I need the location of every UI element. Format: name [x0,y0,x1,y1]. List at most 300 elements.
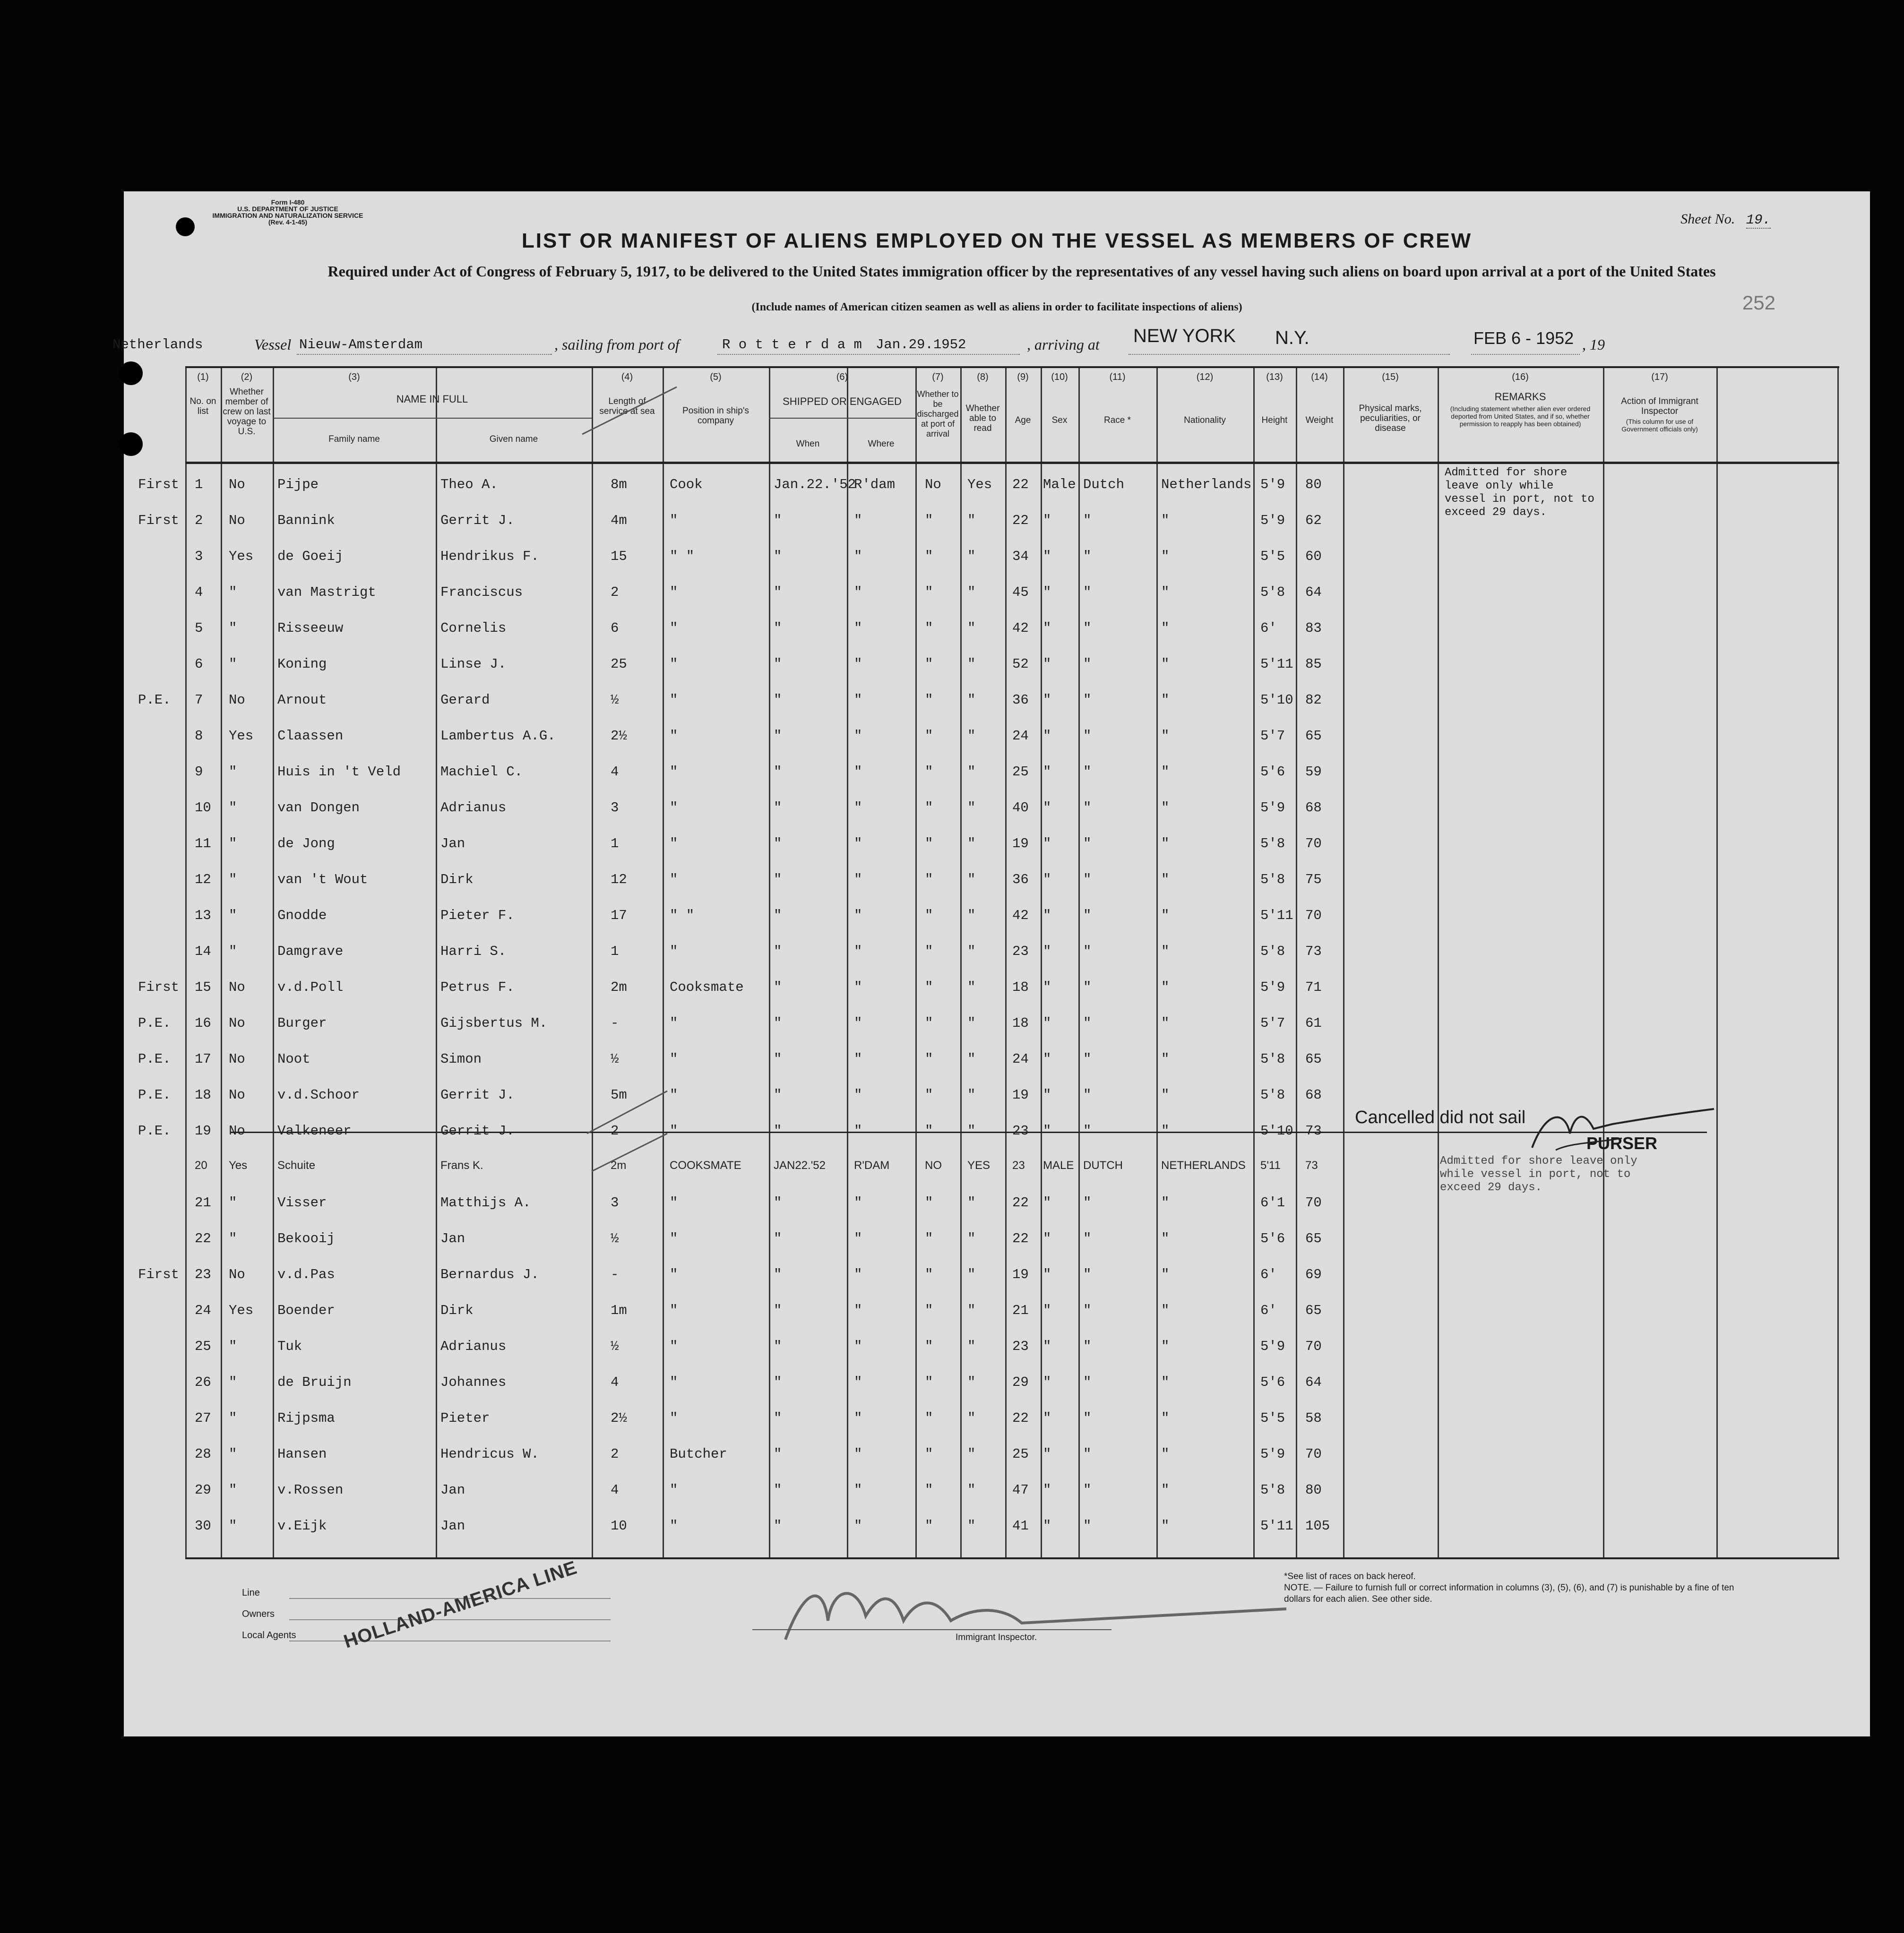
row-nationality: " [1161,1195,1170,1211]
row-when: " [774,979,782,995]
row-weight: 85 [1305,656,1322,672]
row-race: " [1083,979,1092,995]
row-race: " [1083,1410,1092,1426]
row-race: " [1083,549,1092,564]
header-rule [185,462,1839,464]
row-discharged: " [925,620,933,636]
row-family-name: Pijpe [277,477,319,492]
row-previous-voyage: Yes [229,549,254,564]
row-age: 22 [1012,1195,1029,1211]
voyage-line [112,326,1861,360]
row-race: " [1083,1195,1092,1211]
row-able-to-read: " [967,872,976,887]
row-age: 23 [1012,1123,1029,1139]
row-position: " [670,1303,678,1318]
row-when: " [774,656,782,672]
row-age: 18 [1012,1015,1029,1031]
row-nationality: Netherlands [1161,477,1252,492]
row-when: JAN22.'52 [774,1159,826,1172]
table-row [185,1401,1839,1436]
row-sex: " [1043,1231,1051,1246]
row-when: " [774,513,782,528]
row-nationality: " [1161,1518,1170,1534]
table-row [138,1257,1839,1293]
row-sex: " [1043,1482,1051,1498]
row-position: " [670,1518,678,1534]
row-race: " [1083,1375,1092,1390]
row-able-to-read: " [967,836,976,851]
row-age: 19 [1012,1267,1029,1282]
row-where: " [854,764,862,780]
row-position: " [670,1051,678,1067]
row-given-name: Johannes [440,1375,507,1390]
row-given-name: Adrianus [440,1339,507,1354]
row-weight: 65 [1305,1051,1322,1067]
row-discharged: " [925,872,933,887]
row-family-name: v.d.Pas [277,1267,335,1282]
row-given-name: Frans K. [440,1159,483,1172]
header-name-in-full: NAME IN FULL [396,393,468,405]
header-previous-voyage: Whether member of crew on last voyage to U.S. [223,387,271,437]
row-where: " [854,1195,862,1211]
row-number: 9 [195,764,203,780]
header-family-name: Family name [328,434,380,444]
row-previous-voyage: " [229,800,237,816]
table-row [138,1006,1839,1041]
row-number: 13 [195,908,211,923]
row-sex: " [1043,1123,1051,1139]
table-row [185,934,1839,970]
row-previous-voyage: No [229,477,245,492]
row-previous-voyage: " [229,764,237,780]
row-discharged: " [925,1410,933,1426]
table-row [185,790,1839,826]
row-height: 5'9 [1260,800,1285,816]
row-where: " [854,800,862,816]
row-length-of-service: ½ [611,692,619,708]
row-previous-voyage: " [229,1446,237,1462]
row-family-name: Arnout [277,692,327,708]
header-race: Race * [1103,415,1131,425]
row-race: " [1083,1087,1092,1103]
table-row [185,862,1839,898]
row-previous-voyage: No [229,1015,245,1031]
row-family-name: Claassen [277,728,344,744]
row-when: " [774,1267,782,1282]
arrival-state: N.Y. [1275,327,1310,348]
row-previous-voyage: No [229,979,245,995]
page-subnote: (Include names of American citizen seamen as well as aliens in order to facilitate inspections of aliens) [751,301,1242,313]
crew-manifest-table [138,366,1839,1559]
row-family-name: Valkeneer [277,1123,352,1139]
col-number: (12) [1196,372,1214,382]
row-position: " [670,1015,678,1031]
remark-purser: PURSER [1586,1134,1658,1153]
row-height: 5'8 [1260,836,1285,851]
row-race: " [1083,1518,1092,1534]
row-able-to-read: Yes [967,477,992,492]
row-able-to-read: " [967,584,976,600]
row-length-of-service: 2½ [611,728,627,744]
row-family-name: Burger [277,1015,327,1031]
row-previous-voyage: " [229,836,237,851]
row-height: 6' [1260,620,1277,636]
row-position: " [670,1267,678,1282]
row-sex: " [1043,692,1051,708]
row-number: 19 [195,1123,211,1139]
sheet-label: Sheet No. [1680,211,1735,227]
row-height: 5'10 [1260,692,1293,708]
row-family-name: Bannink [277,513,335,528]
header-remarks: REMARKS [1494,391,1546,403]
row-length-of-service: 8m [611,477,627,492]
row-able-to-read: " [967,656,976,672]
row-previous-voyage: " [229,1375,237,1390]
row-height: 5'11 [1260,1159,1281,1172]
row-number: 30 [195,1518,211,1534]
remark-shore-leave: Admitted for shore leave only while vessel in port, not to exceed 29 days. [1445,466,1594,519]
row-able-to-read: " [967,1123,976,1139]
row-where: " [854,1410,862,1426]
row-family-name: de Goeij [277,549,344,564]
row-sex: " [1043,1446,1051,1462]
row-weight: 68 [1305,800,1322,816]
row-nationality: NETHERLANDS [1161,1159,1246,1172]
row-number: 4 [195,584,203,600]
row-where: " [854,872,862,887]
row-where: " [854,1231,862,1246]
row-race: " [1083,656,1092,672]
row-previous-voyage: Yes [229,1303,254,1318]
row-nationality: " [1161,944,1170,959]
row-given-name: Hendrikus F. [440,549,539,564]
row-weight: 70 [1305,908,1322,923]
row-length-of-service: 6 [611,620,619,636]
pencil-tally-marks [573,368,686,1561]
row-length-of-service: 2 [611,1446,619,1462]
row-given-name: Jan [440,1482,465,1498]
row-when: " [774,1375,782,1390]
table-row [185,1221,1839,1257]
form-number: Form I-480 [271,198,305,206]
row-able-to-read: " [967,1518,976,1534]
row-family-name: Rijpsma [277,1410,335,1426]
stamp-number: 252 [1742,292,1775,314]
row-nationality: " [1161,656,1170,672]
row-sex: " [1043,1087,1051,1103]
row-position: " " [670,549,695,564]
row-sex: " [1043,1267,1051,1282]
row-able-to-read: " [967,1482,976,1498]
row-given-name: Jan [440,1231,465,1246]
row-where: R'DAM [854,1159,890,1172]
row-discharged: " [925,1015,933,1031]
row-length-of-service: 2m [611,979,627,995]
row-mark: P.E. [138,1123,171,1139]
row-family-name: Huis in 't Veld [277,764,401,780]
row-race: " [1083,1303,1092,1318]
table-row [185,1329,1839,1365]
row-family-name: van Mastrigt [277,584,376,600]
row-mark: P.E. [138,692,171,708]
col-number: (17) [1651,372,1668,382]
row-weight: 69 [1305,1267,1322,1282]
row-sex: " [1043,1195,1051,1211]
row-previous-voyage: " [229,944,237,959]
col-number: (10) [1051,372,1068,382]
row-given-name: Dirk [440,872,474,887]
row-nationality: " [1161,1375,1170,1390]
row-family-name: de Jong [277,836,335,851]
row-able-to-read: " [967,620,976,636]
row-number: 10 [195,800,211,816]
row-length-of-service: 3 [611,1195,619,1211]
row-where: " [854,944,862,959]
header-remarks-note: (Including statement whether alien ever ordered deported from United States, and if so, whether permission to reapply has been obtained) [1450,405,1591,428]
row-family-name: Risseeuw [277,620,344,636]
row-number: 16 [195,1015,211,1031]
row-position: " [670,800,678,816]
row-weight: 70 [1305,1195,1322,1211]
header-nationality: Nationality [1184,415,1226,425]
row-weight: 58 [1305,1410,1322,1426]
row-length-of-service: 2 [611,584,619,600]
row-number: 26 [195,1375,211,1390]
row-nationality: " [1161,872,1170,887]
header-height: Height [1261,415,1288,425]
row-able-to-read: " [967,944,976,959]
row-given-name: Matthijs A. [440,1195,531,1211]
row-height: 5'5 [1260,1410,1285,1426]
row-given-name: Cornelis [440,620,507,636]
row-discharged: " [925,1123,933,1139]
row-discharged: " [925,656,933,672]
row-discharged: " [925,1267,933,1282]
row-previous-voyage: Yes [229,728,254,744]
row-race: " [1083,1231,1092,1246]
row-when: " [774,620,782,636]
row-sex: " [1043,836,1051,851]
row-where: " [854,979,862,995]
row-previous-voyage: " [229,1518,237,1534]
row-length-of-service: ½ [611,1051,619,1067]
row-when: " [774,1087,782,1103]
row-height: 5'10 [1260,1123,1293,1139]
row-position: " [670,513,678,528]
row-discharged: " [925,549,933,564]
row-number: 22 [195,1231,211,1246]
footer-races-note [1284,1571,1757,1605]
row-number: 21 [195,1195,211,1211]
line-label: Line [242,1588,260,1598]
row-length-of-service: 3 [611,800,619,816]
row-height: 5'9 [1260,979,1285,995]
page-subtitle: Required under Act of Congress of February 5, 1917, to be delivered to the United States immigration officer by the representatives of any vessel having such aliens on board upon arrival at a port of the United States [327,263,1716,280]
row-weight: 83 [1305,620,1322,636]
row-height: 5'6 [1260,1375,1285,1390]
row-discharged: " [925,944,933,959]
service: IMMIGRATION AND NATURALIZATION SERVICE [212,212,363,219]
row-nationality: " [1161,584,1170,600]
row-sex: " [1043,764,1051,780]
row-sex: " [1043,1375,1051,1390]
row-nationality: " [1161,1051,1170,1067]
table-row [185,898,1839,934]
header-inspector-action: Action of Immigrant Inspector [1621,396,1698,416]
table-row [185,1437,1839,1472]
row-sex: Male [1043,477,1076,492]
row-sex: MALE [1043,1159,1074,1172]
row-age: 36 [1012,692,1029,708]
row-sex: " [1043,872,1051,887]
row-mark: First [138,513,180,528]
row-family-name: Gnodde [277,908,327,923]
row-family-name: Visser [277,1195,327,1211]
row-nationality: " [1161,979,1170,995]
table-row [185,1365,1839,1400]
row-mark: P.E. [138,1051,171,1067]
row-length-of-service: 4m [611,513,627,528]
row-given-name: Linse J. [440,656,507,672]
row-nationality: " [1161,728,1170,744]
table-row [185,647,1839,682]
row-family-name: Boender [277,1303,335,1318]
row-where: " [854,549,862,564]
row-number: 29 [195,1482,211,1498]
row-family-name: de Bruijn [277,1375,352,1390]
row-discharged: No [925,477,941,492]
row-when: " [774,944,782,959]
row-nationality: " [1161,1303,1170,1318]
row-where: " [854,656,862,672]
row-age: 40 [1012,800,1029,816]
row-number: 15 [195,979,211,995]
row-age: 25 [1012,1446,1029,1462]
row-weight: 65 [1305,1231,1322,1246]
row-weight: 80 [1305,1482,1322,1498]
row-sex: " [1043,1303,1051,1318]
header-no-on-list: No. on list [190,396,216,416]
row-race: " [1083,1482,1092,1498]
row-able-to-read: " [967,1410,976,1426]
row-discharged: " [925,1518,933,1534]
row-race: Dutch [1083,477,1125,492]
row-position: " [670,1195,678,1211]
row-discharged: " [925,1482,933,1498]
row-nationality: " [1161,1446,1170,1462]
row-where: " [854,1446,862,1462]
departure-date: Jan.29.1952 [876,337,966,352]
table-row [138,1042,1839,1077]
col-number: (3) [348,372,360,382]
header-sex: Sex [1051,415,1068,425]
row-age: 52 [1012,656,1029,672]
row-discharged: " [925,1375,933,1390]
row-weight: 70 [1305,1339,1322,1354]
row-discharged: " [925,1051,933,1067]
row-height: 5'8 [1260,872,1285,887]
row-when: " [774,1051,782,1067]
row-nationality: " [1161,1087,1170,1103]
row-race: " [1083,513,1092,528]
races-note: *See list of races on back hereof. [1284,1572,1416,1581]
row-sex: " [1043,1410,1051,1426]
row-previous-voyage: " [229,1482,237,1498]
table-row [185,611,1839,646]
row-height: 5'9 [1260,513,1285,528]
row-sex: " [1043,513,1051,528]
row-given-name: Gerrit J. [440,1123,515,1139]
row-when: " [774,728,782,744]
row-able-to-read: " [967,549,976,564]
row-age: 18 [1012,979,1029,995]
strike-through-line [230,1132,1707,1133]
header-where: Where [868,439,895,449]
row-previous-voyage: No [229,692,245,708]
row-previous-voyage: No [229,1123,245,1139]
row-given-name: Pieter [440,1410,490,1426]
row-able-to-read: " [967,1339,976,1354]
header-length-of-service: Length of service at sea [599,396,655,416]
row-race: " [1083,764,1092,780]
row-previous-voyage: " [229,872,237,887]
row-age: 36 [1012,872,1029,887]
header-able-to-read: Whether able to read [965,404,1000,433]
row-mark: P.E. [138,1087,171,1103]
table-row [185,539,1839,575]
row-able-to-read: " [967,1303,976,1318]
flag-country: Netherlands [112,337,203,352]
owners-label: Owners [242,1609,275,1619]
row-family-name: v.Eijk [277,1518,327,1534]
row-weight: 73 [1305,1123,1322,1139]
col-number: (8) [977,372,989,382]
row-height: 5'5 [1260,549,1285,564]
sailing-label: , sailing from port of [554,336,680,353]
row-when: " [774,1015,782,1031]
row-when: " [774,1231,782,1246]
table-row [185,755,1839,790]
row-nationality: " [1161,1410,1170,1426]
row-given-name: Pieter F. [440,908,515,923]
row-height: 5'6 [1260,764,1285,780]
row-mark: First [138,1267,180,1282]
row-position: " [670,656,678,672]
row-when: " [774,1482,782,1498]
row-given-name: Dirk [440,1303,474,1318]
row-number: 5 [195,620,203,636]
col-number: (9) [1017,372,1029,382]
row-given-name: Gerard [440,692,490,708]
row-when: " [774,908,782,923]
remark-shore-leave-20: Admitted for shore leave only while vessel in port, not to exceed 29 days. [1440,1155,1637,1194]
row-given-name: Theo A. [440,477,498,492]
vessel-name: Nieuw-Amsterdam [299,337,423,352]
row-number: 2 [195,513,203,528]
row-given-name: Lambertus A.G. [440,728,556,744]
row-family-name: Damgrave [277,944,344,959]
department: U.S. DEPARTMENT OF JUSTICE [237,205,338,213]
row-nationality: " [1161,800,1170,816]
row-length-of-service: - [611,1267,619,1282]
table-row [185,1293,1839,1329]
row-height: 5'8 [1260,1482,1285,1498]
vessel-label: Vessel [254,336,292,353]
row-height: 5'8 [1260,1087,1285,1103]
row-when: " [774,1195,782,1211]
row-weight: 73 [1305,1159,1318,1172]
row-given-name: Harri S. [440,944,507,959]
